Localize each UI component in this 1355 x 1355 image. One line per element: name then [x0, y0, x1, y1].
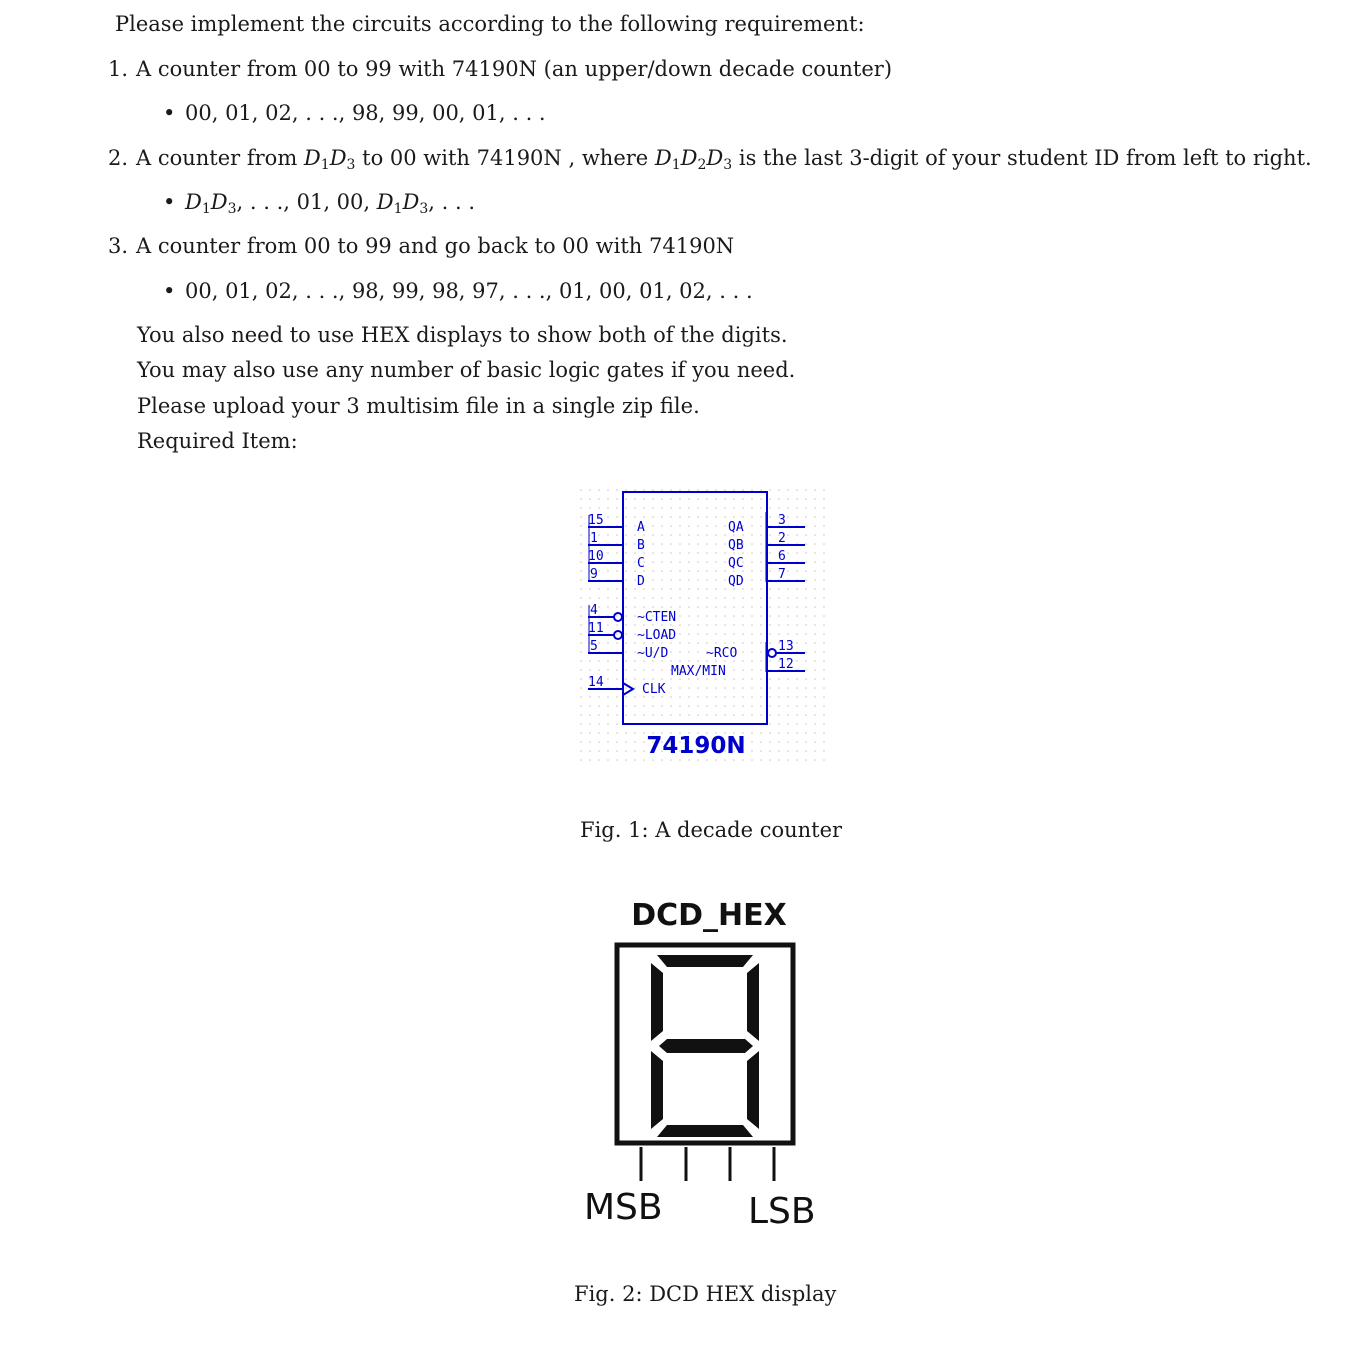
bullet-text-2a: , . . ., 01, 00, — [236, 190, 377, 214]
bullet-item-2 — [163, 190, 476, 217]
seven-segment-digit — [651, 955, 759, 1137]
pin-label: CLK — [642, 682, 666, 697]
msb-label: MSB — [584, 1187, 663, 1228]
pin-number: 11 — [588, 621, 604, 636]
pin-number: 6 — [778, 549, 786, 564]
note-2: You may also use any number of basic logic gates if you need. — [137, 358, 796, 382]
math-d: D — [210, 190, 228, 214]
chip-74190n-figure — [580, 480, 840, 770]
pin-number: 5 — [590, 639, 598, 654]
pin-number: 7 — [778, 567, 786, 582]
bullet-text-2b: , . . . — [428, 190, 476, 214]
item-number-2: 2. — [108, 146, 129, 170]
pin-label: C — [637, 556, 645, 571]
note-1: You also need to use HEX displays to show both of the digits. — [137, 323, 788, 347]
math-sub: 1 — [671, 157, 681, 173]
math-sub: 1 — [201, 201, 211, 217]
list-item-1 — [108, 57, 892, 81]
pin-label: ~U/D — [637, 646, 669, 661]
pin-number: 9 — [590, 567, 598, 582]
math-sub: 3 — [346, 157, 356, 173]
math-sub: 3 — [227, 201, 237, 217]
pin-label: ~CTEN — [637, 610, 677, 625]
bullet-icon: • — [163, 101, 176, 125]
math-d: D — [680, 146, 698, 170]
math-d: D — [329, 146, 347, 170]
item-text-2a: A counter from — [136, 146, 304, 170]
item-text-3: A counter from 00 to 99 and go back to 00 with 74190N — [136, 234, 735, 258]
item-text-2c: is the last 3-digit of your student ID from left to right. — [732, 146, 1312, 170]
math-sub: 1 — [320, 157, 330, 173]
math-sub: 1 — [393, 201, 403, 217]
pin-label: QC — [728, 556, 744, 571]
lsb-label: LSB — [748, 1191, 816, 1232]
hex-input-pins — [641, 1147, 774, 1181]
hex-title: DCD_HEX — [631, 898, 787, 933]
note-4: Required Item: — [137, 429, 298, 453]
pin-number: 4 — [590, 603, 598, 618]
math-d: D — [303, 146, 321, 170]
pin-label: ~RCO — [706, 646, 738, 661]
math-d: D — [376, 190, 394, 214]
math-d: D — [185, 190, 202, 214]
note-3: Please upload your 3 multisim file in a single zip file. — [137, 394, 700, 418]
bullet-icon: • — [163, 279, 176, 303]
pin-label: QD — [728, 574, 744, 589]
pin-number: 1 — [590, 531, 598, 546]
pin-label: B — [637, 538, 645, 553]
pin-number: 13 — [778, 639, 794, 654]
item-number-3: 3. — [108, 234, 129, 258]
pin-label: MAX/MIN — [671, 664, 726, 679]
list-item-2 — [108, 146, 1312, 173]
pin-number: 3 — [778, 513, 786, 528]
chip-name: 74190N — [646, 733, 746, 759]
pin-label: A — [637, 520, 645, 535]
item-text-1: A counter from 00 to 99 with 74190N (an upper/down decade counter) — [136, 57, 893, 81]
math-sub: 3 — [419, 201, 429, 217]
item-text-2b: to 00 with 74190N , where — [355, 146, 655, 170]
pin-label: QB — [728, 538, 744, 553]
bullet-item-1 — [163, 101, 546, 125]
pin-number: 15 — [588, 513, 604, 528]
pin-label: D — [637, 574, 645, 589]
pin-number: 14 — [588, 675, 604, 690]
intro-text: Please implement the circuits according to the following requirement: — [115, 12, 865, 36]
pin-number: 2 — [778, 531, 786, 546]
bullet-item-3 — [163, 279, 753, 303]
math-d: D — [706, 146, 724, 170]
figure-1-caption: Fig. 1: A decade counter — [580, 818, 843, 842]
pin-number: 12 — [778, 657, 794, 672]
math-d: D — [654, 146, 672, 170]
bullet-text-3: 00, 01, 02, . . ., 98, 99, 98, 97, . . ., 01, 00, 01, 02, . . . — [185, 279, 753, 303]
pin-number: 10 — [588, 549, 604, 564]
figure-2-caption: Fig. 2: DCD HEX display — [574, 1282, 837, 1306]
item-number-1: 1. — [108, 57, 129, 81]
list-item-3 — [108, 234, 734, 258]
hex-display-figure — [575, 885, 835, 1235]
pin-label: ~LOAD — [637, 628, 677, 643]
math-sub: 2 — [697, 157, 707, 173]
bullet-icon: • — [163, 190, 176, 214]
pin-label: QA — [728, 520, 744, 535]
math-sub: 3 — [723, 157, 733, 173]
bullet-text-1: 00, 01, 02, . . ., 98, 99, 00, 01, . . . — [185, 101, 546, 125]
math-d: D — [402, 190, 420, 214]
